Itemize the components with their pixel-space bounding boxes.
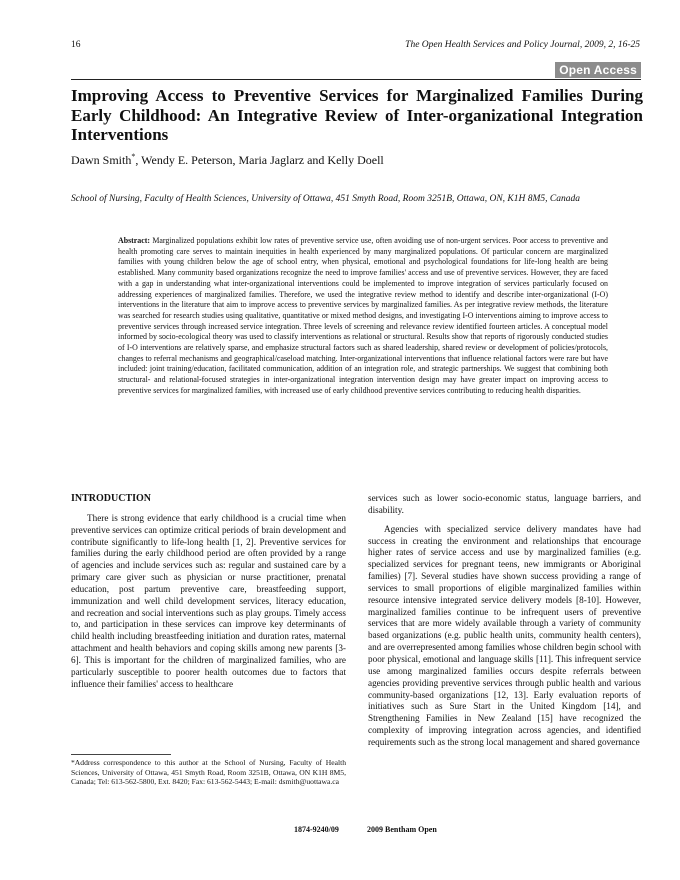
publisher-copyright: 2009 Bentham Open bbox=[367, 825, 437, 834]
body-paragraph: Agencies with specialized service delivery mandates have had success in creating the environment and relationships that encourage higher rates of service access and use by marginalized families (e.g. specialized services for pregnant teens, new immigrants or Aboriginal families) [7]. Several studies have shown success providing a range of services to small proportions of eligible marginalized families within resource intensive integrated service delivery models [8-10]. However, marginalized families continue to be infrequent users of preventive services that are more widely available through a variety of community based organizations (e.g. public health units, community health centers), and are overrepresented among families whose children begin school with poor physical, emotional and language skills [11]. This infrequent service use among marginalized families occurs despite referrals between agencies providing preventive services through public health and various community-based organizations [12, 13]. Early evaluation reports of initiatives such as Sure Start in the United Kingdom [14], and Strengthening Families in New Zealand [15] have recognized the complexity of improving integration across agencies, and identified requirements such as the strong local management and shared governance bbox=[368, 523, 641, 747]
body-paragraph-continued: services such as lower socio-economic status, language barriers, and disability. bbox=[368, 493, 641, 515]
corresponding-author-mark: * bbox=[131, 152, 136, 161]
abstract bbox=[118, 236, 608, 397]
section-heading-introduction: INTRODUCTION bbox=[71, 493, 152, 504]
abstract-text: Marginalized populations exhibit low rates of preventive service use, often avoiding use of non-urgent services. Poor access to preventive and health promoting care serves to maintain inequities in health experienced by many marginalized populations. Of particular concern are marginalized families with young children below the age of school entry, when physical, emotional and psychological foundations for life-long health are being established. Many community based organizations recognize the need to improve families' access and use of preventive services. However, they are faced with a gap in understanding what inter-organizational interventions could be implemented to improve integration of services particularly focused on addressing experiences of marginalized families. Therefore, we used the integrative review method to identify and describe inter-organizational (I-O) interventions in the literature that aim to improve access to preventive services by marginalized families. As per integrative review methods, the literature was searched for research studies using qualitative, quantitative or mixed method designs, and investigating I-O interventions aiming to improve access to preventive services through increased service integration. Three levels of screening and relevance review identified fourteen articles. A conceptual model informed by socio-ecological theory was used to classify interventions as relational or structural. Results show that reports of rigorously conducted studies of I-O interventions are relatively sparse, and emphasize structural factors such as shared leadership, shared review or development of policies/protocols, changes to referral mechanisms and geographical/caseload matching. Inter-organizational interventions that influence relational factors were rare but have included: joint training/education, facilitated communication, addition of an integration role, and strategic partnerships. We suggest that combining both structural- and relational-focused strategies in inter-organizational integration intervention design may have greater impact on improving access to preventive services for marginalized families, with increased use of early childhood preventive services contributing to reducing health disparities. bbox=[118, 236, 608, 395]
affiliation: School of Nursing, Faculty of Health Sciences, University of Ottawa, 451 Smyth Road, Room 3251B, Ottawa, ON, K1H 8M5, Canada bbox=[71, 194, 580, 204]
body-paragraph: There is strong evidence that early childhood is a crucial time when preventive services can optimize critical periods of brain development and contribute significantly to life-long health [1, 2]. Preventive services for families during the early childhood period are often provided by a range of agencies and include services such as: regular and sustained care by a primary care giver such as physician or nurse practitioner, prenatal education, post partum preventive care, breastfeeding support, immunization and well child development services, literacy education, and recreation and social interventions such as play groups. Timely access to, and participation in these services can improve key determinants of child health including breastfeeding initiation and duration rates, maternal attachment and health behaviors and coping skills among new parents [3-6]. This is important for the children of marginalized families, who are particularly susceptible to poorer health outcomes due to factors that influence their families' access to healthcare bbox=[71, 512, 346, 689]
author-list bbox=[71, 152, 384, 168]
abstract-label: Abstract: bbox=[118, 236, 150, 245]
article-title: Improving Access to Preventive Services for Marginalized Families During Early Childhood: An Integrative Review of Inter-organizational Integration Interventions bbox=[71, 86, 643, 144]
correspondence-footnote: *Address correspondence to this author at the School of Nursing, Faculty of Health Sciences, University of Ottawa, 451 Smyth Road, Room 3251B, Ottawa, ON K1H 8M5, Canada; Tel: 613-562-5800, Ext. 8420; Fax: 613-562-5443; E-mail: dsmith@uottawa.ca bbox=[71, 758, 346, 787]
journal-reference: The Open Health Services and Policy Journal, 2009, 2, 16-25 bbox=[405, 40, 640, 50]
left-column bbox=[71, 493, 346, 691]
right-column bbox=[368, 493, 641, 749]
header-rule bbox=[71, 79, 641, 80]
issn: 1874-9240/09 bbox=[294, 825, 339, 834]
page-number: 16 bbox=[71, 40, 81, 50]
footnote-rule bbox=[71, 754, 171, 755]
open-access-badge: Open Access bbox=[555, 62, 641, 78]
running-header bbox=[71, 40, 640, 54]
co-authors: , Wendy E. Peterson, Maria Jaglarz and Kelly Doell bbox=[135, 153, 384, 167]
lead-author: Dawn Smith bbox=[71, 153, 132, 167]
